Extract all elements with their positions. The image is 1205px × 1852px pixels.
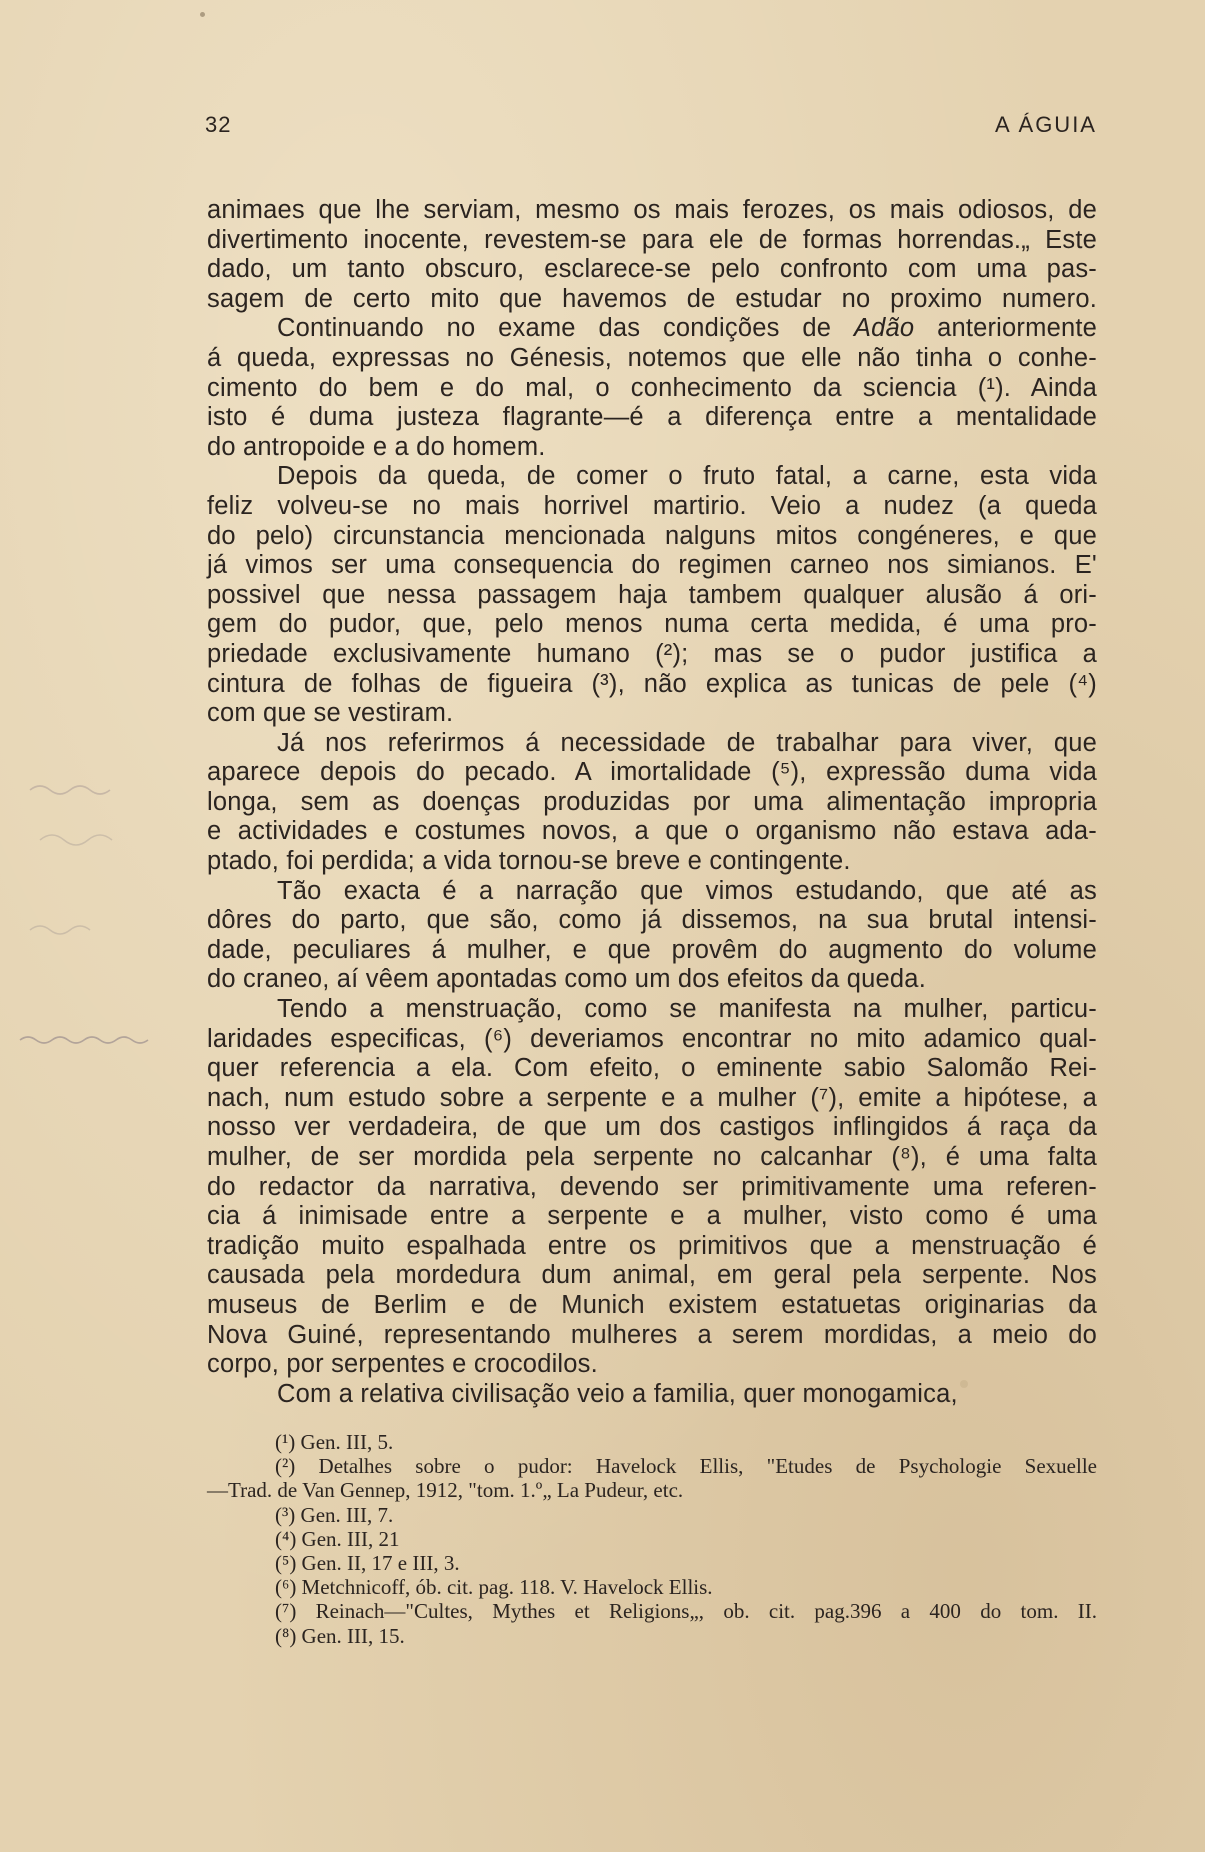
body-line: e actividades e costumes novos, a que o organismo não estava ada-	[207, 817, 1097, 846]
body-line: dôres do parto, que são, como já dissemos, na sua brutal intensi-	[207, 906, 1097, 935]
body-line: cimento do bem e do mal, o conhecimento da sciencia (¹). Ainda	[207, 373, 1097, 402]
body-line: já vimos ser uma consequencia do regimen carneo nos simianos. E'	[207, 551, 1097, 580]
footnote: —Trad. de Van Gennep, 1912, "tom. 1.º„ La Pudeur, etc.	[207, 1478, 684, 1503]
footnote: (¹) Gen. III, 5.	[275, 1430, 394, 1454]
body-line: animaes que lhe serviam, mesmo os mais ferozes, os mais odiosos, de	[207, 196, 1097, 224]
footnote: (³) Gen. III, 7.	[275, 1502, 394, 1527]
body-line: ptado, foi perdida; a vida tornou-se breve e contingente.	[207, 847, 851, 876]
body-line: nach, num estudo sobre a serpente e a mulher (⁷), emite a hipótese, a	[207, 1083, 1097, 1112]
body-line: do redactor da narrativa, devendo ser primitivamente uma referen-	[207, 1172, 1097, 1201]
body-line: mulher, de ser mordida pela serpente no calcanhar (⁸), é uma falta	[207, 1143, 1097, 1171]
body-line: museus de Berlim e de Munich existem estatuetas originarias da	[207, 1290, 1097, 1319]
body-line: Tão exacta é a narração que vimos estudando, que até as	[277, 876, 1097, 905]
body-line: Continuando no exame das condições de Adão anteriormente	[277, 314, 1097, 343]
body-line: do antropoide e a do homem.	[207, 432, 546, 461]
body-line: Com a relativa civilisação veio a familia, quer monogamica,	[277, 1379, 958, 1408]
emphasis: Adão	[853, 314, 915, 343]
body-line: nosso ver verdadeira, de que um dos castigos inflingidos á raça da	[207, 1113, 1097, 1142]
body-line: laridades especificas, (⁶) deveriamos encontrar no mito adamico qual-	[207, 1024, 1097, 1053]
pencil-marginalia	[10, 770, 200, 1170]
body-line: cia á inimisade entre a serpente e a mulher, visto como é uma	[207, 1202, 1097, 1231]
running-title: A ÁGUIA	[994, 112, 1097, 137]
body-line: sagem de certo mito que havemos de estudar no proximo numero.	[207, 284, 1097, 313]
paper-spot	[200, 12, 205, 17]
body-line: tradição muito espalhada entre os primitivos que a menstruação é	[207, 1231, 1097, 1260]
footnote: (⁸) Gen. III, 15.	[275, 1623, 405, 1648]
body-line: dado, um tanto obscuro, esclarece-se pelo confronto com uma pas-	[207, 255, 1097, 284]
body-line: Já nos referirmos á necessidade de trabalhar para viver, que	[277, 728, 1097, 757]
body-line: aparece depois do pecado. A imortalidade (⁵), expressão duma vida	[207, 758, 1097, 787]
body-line: Depois da queda, de comer o fruto fatal, a carne, esta vida	[277, 462, 1097, 491]
body-line: do craneo, aí vêem apontadas como um dos efeitos da queda.	[207, 965, 926, 994]
body-line: quer referencia a ela. Com efeito, o eminente sabio Salomão Rei-	[207, 1054, 1097, 1083]
body-line: isto é duma justeza flagrante—é a diferença entre a mentalidade	[207, 403, 1097, 432]
body-line: cintura de folhas de figueira (³), não explica as tunicas de pele (⁴)	[207, 669, 1097, 698]
body-line: gem do pudor, que, pelo menos numa certa medida, é uma pro-	[207, 610, 1097, 639]
page-header	[205, 112, 1097, 144]
body-line: corpo, por serpentes e crocodilos.	[207, 1350, 598, 1379]
body-line: feliz volveu-se no mais horrivel martirio. Veio a nudez (a queda	[207, 491, 1097, 520]
body-line: causada pela mordedura dum animal, em geral pela serpente. Nos	[207, 1261, 1097, 1290]
page-number: 32	[205, 112, 232, 137]
body-line: longa, sem as doenças produzidas por uma alimentação impropria	[207, 787, 1097, 816]
body-line: do pelo) circunstancia mencionada nalguns mitos congéneres, e que	[207, 521, 1097, 550]
body-line: possivel que nessa passagem haja tambem qualquer alusão á ori-	[207, 580, 1097, 609]
footnote: (⁷) Reinach—"Cultes, Mythes et Religions„, ob. cit. pag.396 a 400 do tom. II.	[275, 1599, 1097, 1624]
body-line: Tendo a menstruação, como se manifesta na mulher, particu-	[277, 995, 1097, 1024]
footnote: (⁶) Metchnicoff, ób. cit. pag. 118. V. Havelock Ellis.	[275, 1575, 713, 1600]
footnotes	[207, 1430, 1097, 1648]
body-text	[207, 196, 1097, 1409]
footnote: (²) Detalhes sobre o pudor: Havelock Ellis, "Etudes de Psychologie Sexuelle	[275, 1454, 1097, 1479]
body-line: divertimento inocente, revestem-se para ele de formas horrendas.„ Este	[207, 225, 1097, 254]
body-line: dade, peculiares á mulher, e que provêm do augmento do volume	[207, 935, 1097, 964]
paper-spot	[960, 1380, 968, 1388]
body-line: priedade exclusivamente humano (²); mas se o pudor justifica a	[207, 639, 1097, 668]
body-line: Nova Guiné, representando mulheres a serem mordidas, a meio do	[207, 1320, 1097, 1349]
body-line: á queda, expressas no Génesis, notemos que elle não tinha o conhe-	[207, 343, 1097, 372]
footnote: (⁵) Gen. II, 17 e III, 3.	[275, 1550, 460, 1575]
body-line: com que se vestiram.	[207, 699, 454, 728]
footnote: (⁴) Gen. III, 21	[275, 1526, 400, 1551]
